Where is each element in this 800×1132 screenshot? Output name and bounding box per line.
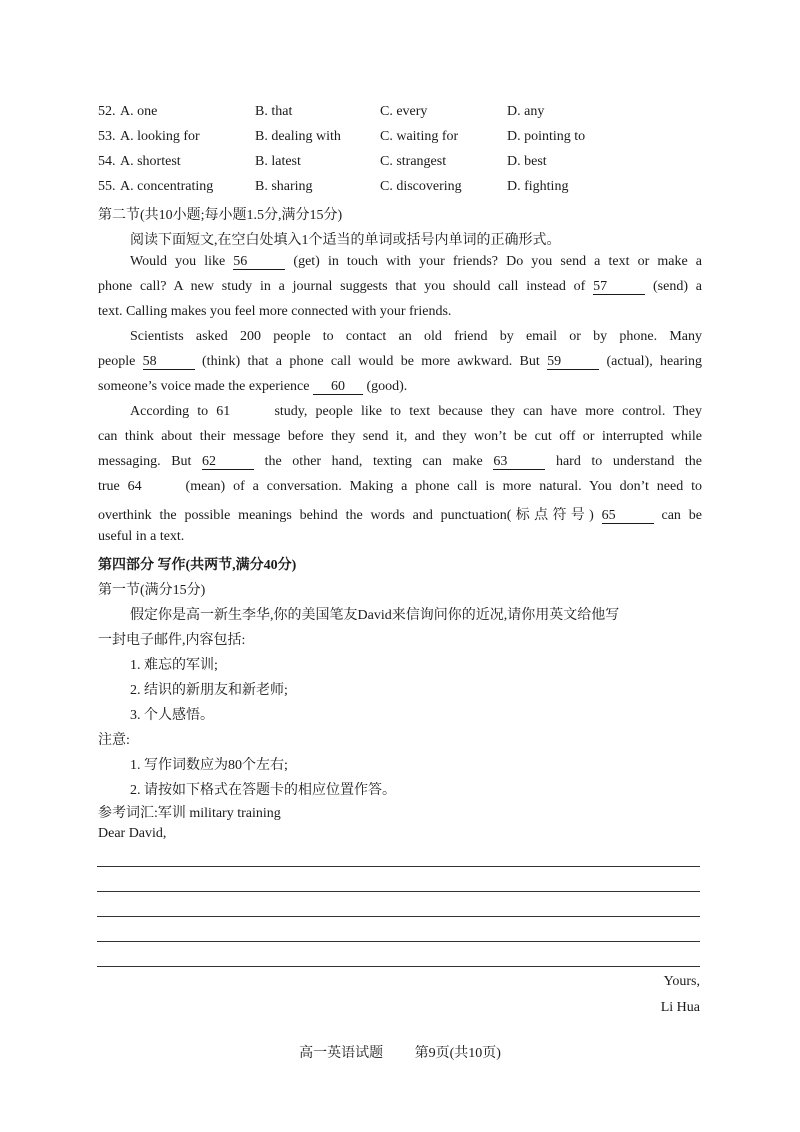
writing-line[interactable] — [97, 941, 700, 942]
letter-signature: Li Hua — [660, 1000, 700, 1015]
option-c: C. strangest — [380, 154, 447, 169]
letter-closing: Yours, — [663, 974, 700, 989]
option-b: B. dealing with — [255, 129, 341, 144]
blank-63[interactable]: 63 — [493, 455, 545, 470]
passage-line: text. Calling makes you feel more connected with your friends. — [98, 304, 452, 319]
passage-line: can think about their message before they send it, and they won’t be cut off or interrupted while — [98, 429, 702, 444]
question-number: 54. — [98, 154, 116, 169]
blank-57[interactable]: 57 — [593, 280, 645, 295]
passage-text: phone call? A new study in a journal suggests that you should call instead of — [98, 279, 586, 294]
passage-line — [98, 379, 702, 395]
option-a: A. looking for — [120, 129, 200, 144]
blank-59[interactable]: 59 — [547, 355, 599, 370]
passage-text: (send) a — [653, 279, 703, 294]
passage-text: the other hand, texting can make — [264, 454, 483, 469]
passage-line — [98, 279, 702, 295]
passage-line — [98, 454, 702, 470]
writing-line[interactable] — [97, 916, 700, 917]
passage-text: (actual), hearing — [606, 354, 703, 369]
passage-text: messaging. But — [98, 454, 192, 469]
passage-text: someone’s voice made the experience — [98, 379, 310, 394]
option-b: B. that — [255, 104, 293, 119]
blank-56[interactable]: 56 — [233, 255, 285, 270]
blank-64[interactable]: 64 — [127, 479, 142, 494]
passage-text: (good). — [366, 379, 408, 394]
question-52-options — [98, 104, 718, 126]
passage-line: useful in a text. — [98, 529, 185, 544]
question-number: 53. — [98, 129, 116, 144]
passage-text: Would you like — [130, 254, 226, 269]
option-a: 52. — [98, 104, 116, 119]
option-d: D. any — [507, 104, 545, 119]
question-55-options — [98, 179, 718, 201]
section-instruction: 阅读下面短文,在空白处填入1个适当的单词或括号内单词的正确形式。 — [130, 233, 561, 248]
writing-line[interactable] — [97, 966, 700, 967]
blank-61[interactable]: 61 — [216, 404, 231, 419]
page-footer — [0, 1042, 800, 1062]
passage-text: According to — [130, 404, 209, 419]
subsection-heading: 第一节(满分15分) — [98, 583, 206, 598]
passage-text: study, people like to text because they can have more control. They — [274, 404, 702, 419]
blank-58[interactable]: 58 — [143, 355, 195, 370]
note-item: 1. 写作词数应为80个左右; — [130, 758, 288, 773]
content-item: 2. 结识的新朋友和新老师; — [130, 683, 288, 698]
vocabulary-hint: 参考词汇:军训 military training — [98, 806, 281, 821]
blank-60[interactable]: 60 — [313, 380, 363, 395]
passage-line: Scientists asked 200 people to contact an old friend by email or by phone. Many — [130, 329, 702, 344]
writing-line[interactable] — [97, 891, 700, 892]
option-a: A. concentrating — [120, 179, 214, 194]
content-item: 1. 难忘的军训; — [130, 658, 218, 673]
passage-line — [98, 479, 702, 495]
option-d: D. fighting — [507, 179, 569, 194]
exam-title: 高一英语试题 — [299, 1046, 384, 1061]
passage-text: true — [98, 479, 120, 494]
option-c: C. discovering — [380, 179, 462, 194]
passage-text: hard to understand the — [555, 454, 703, 469]
passage-text: people — [98, 354, 136, 369]
passage-line — [98, 504, 702, 524]
passage-line — [98, 354, 702, 370]
blank-65[interactable]: 65 — [602, 509, 654, 524]
question-number: 55. — [98, 179, 116, 194]
part-heading: 第四部分 写作(共两节,满分40分) — [98, 558, 297, 573]
passage-text: can be — [661, 508, 702, 523]
option-a: A. one — [120, 104, 158, 119]
question-53-options — [98, 129, 718, 151]
note-item: 2. 请按如下格式在答题卡的相应位置作答。 — [130, 783, 396, 798]
option-b: B. sharing — [255, 179, 313, 194]
passage-text: (get) in touch with your friends? Do you send a text or make a — [293, 254, 702, 269]
letter-salutation: Dear David, — [98, 826, 167, 841]
option-c: C. waiting for — [380, 129, 459, 144]
writing-prompt: 假定你是高一新生李华,你的美国笔友David来信询问你的近况,请你用英文给他写 — [130, 608, 620, 623]
passage-line — [130, 254, 702, 270]
passage-text: overthink the possible meanings behind the words and punctuation(标点符号) — [98, 508, 594, 523]
page-number: 第9页(共10页) — [414, 1046, 501, 1061]
passage-text: (think) that a phone call would be more awkward. But — [202, 354, 540, 369]
option-d: D. best — [507, 154, 547, 169]
note-label: 注意: — [98, 733, 130, 748]
question-54-options — [98, 154, 718, 176]
blank-62[interactable]: 62 — [202, 455, 254, 470]
passage-text: (mean) of a conversation. Making a phone call is more natural. You don’t need to — [185, 479, 703, 494]
option-d: D. pointing to — [507, 129, 586, 144]
option-c: C. every — [380, 104, 428, 119]
writing-line[interactable] — [97, 866, 700, 867]
option-a: A. shortest — [120, 154, 181, 169]
section-heading: 第二节(共10小题;每小题1.5分,满分15分) — [98, 208, 343, 223]
content-item: 3. 个人感悟。 — [130, 708, 214, 723]
option-b: B. latest — [255, 154, 301, 169]
passage-line — [130, 404, 702, 420]
writing-prompt: 一封电子邮件,内容包括: — [98, 633, 246, 648]
